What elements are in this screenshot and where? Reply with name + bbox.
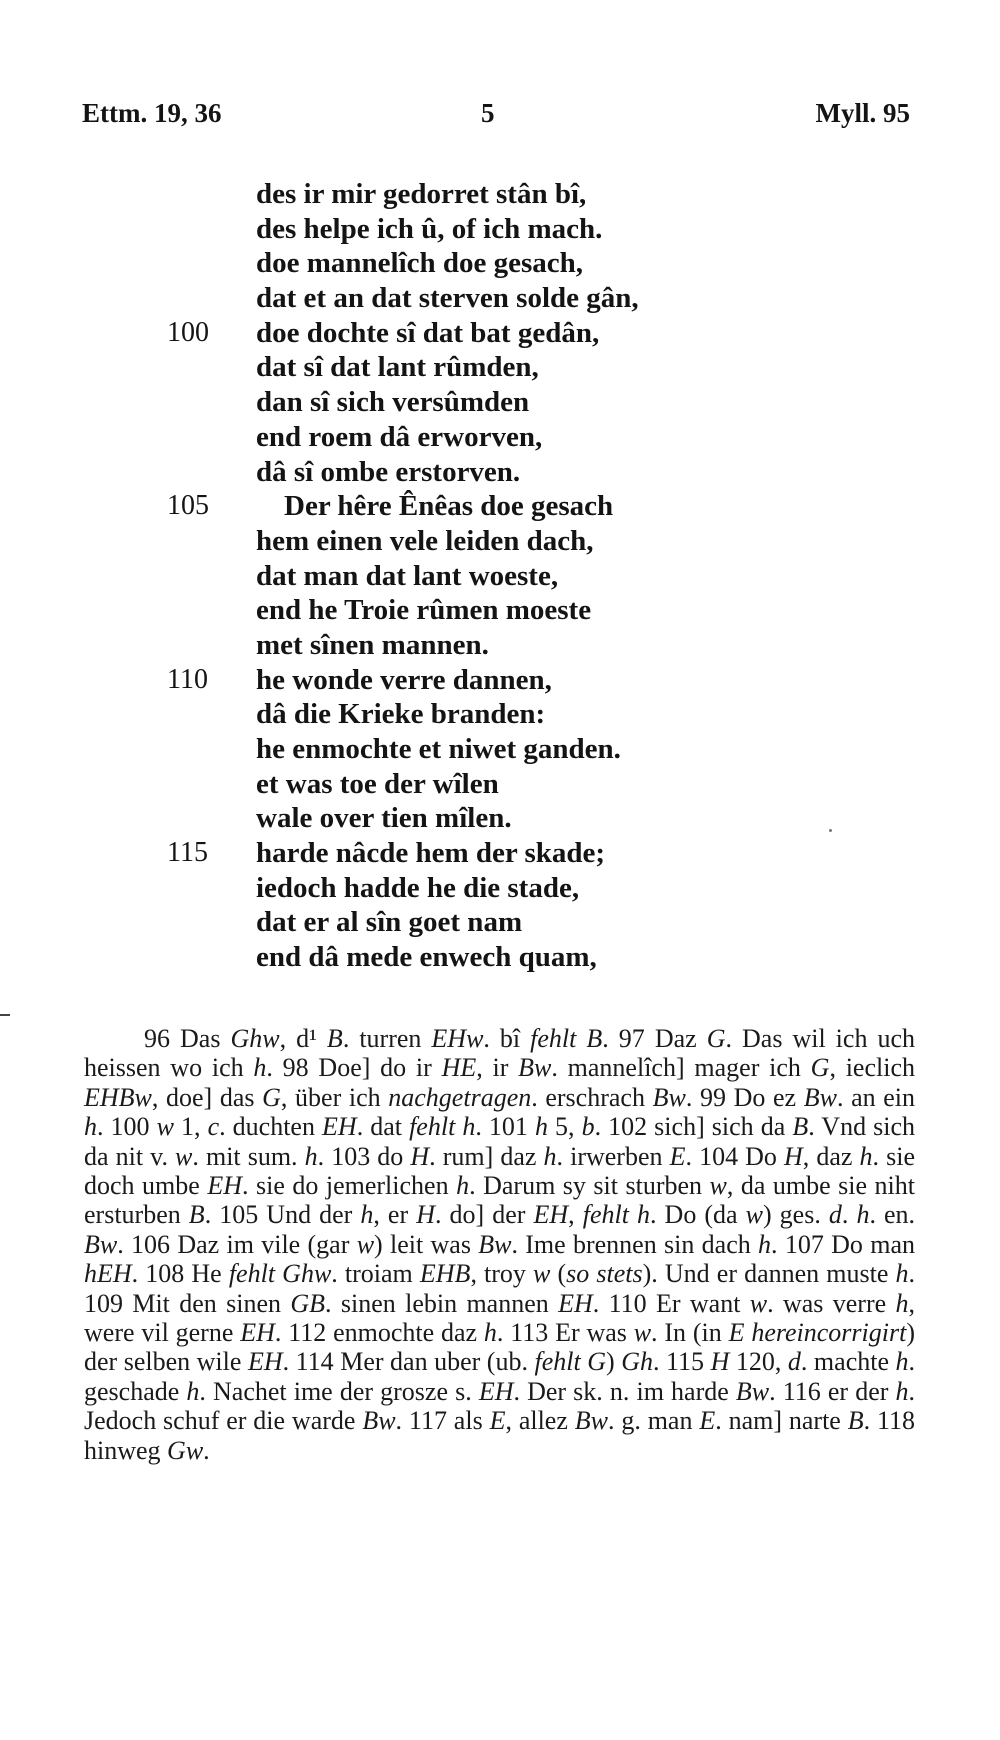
verse-line-text: he enmochte et niwet ganden. [256, 733, 621, 765]
verse-line [0, 663, 1000, 698]
line-number: 110 [167, 663, 208, 695]
page-number: 5 [481, 98, 495, 128]
verse-line [0, 767, 1000, 802]
verse-line-text: dâ die Krieke branden: [256, 698, 546, 731]
verse-line-text: met sînen mannen. [256, 628, 489, 661]
verse-line [0, 246, 1000, 281]
verse-line-text: dat sî dat lant rûmden, [256, 351, 539, 384]
verse-line [0, 455, 1000, 490]
verse-line-text: end he Troie rûmen moeste [256, 594, 592, 627]
verse-line [0, 593, 1000, 628]
header-left-reference: Ettm. 19, 36 [82, 98, 222, 128]
critical-apparatus [84, 1024, 915, 1465]
verse-line [0, 420, 1000, 455]
line-number: 105 [167, 490, 209, 522]
running-header [82, 98, 910, 138]
margin-mark [0, 1014, 10, 1016]
verse-line [0, 524, 1000, 559]
verse-line-text: Der hêre Ênêas doe gesach [284, 490, 614, 523]
verse-line-text: des helpe ich û, of ich mach. [256, 212, 603, 245]
verse-line-text: dat et an dat sterven solde gân, [256, 282, 639, 315]
verse-line [0, 385, 1000, 420]
verse-line [0, 559, 1000, 594]
verse-line [0, 316, 1000, 351]
verse-line [0, 801, 1000, 836]
verse-line [0, 871, 1000, 906]
verse-line [0, 905, 1000, 940]
verse-line-text: doe dochte sî dat bat gedân, [256, 316, 600, 349]
verse-line [0, 281, 1000, 316]
speck-mark [829, 829, 832, 832]
verse-line-text: harde nâcde hem der skade; [256, 837, 606, 870]
verse-line-text: wale over tien mîlen. [256, 802, 512, 835]
verse-line-text: dat man dat lant woeste, [256, 559, 559, 592]
verse-line [0, 489, 1000, 524]
verse-line [0, 177, 1000, 212]
verse-line [0, 628, 1000, 663]
verse-line [0, 940, 1000, 975]
verse-line [0, 836, 1000, 871]
header-right-reference: Myll. 95 [815, 98, 910, 128]
verse-line-text: he wonde verre dannen, [256, 663, 552, 696]
verse-line [0, 350, 1000, 385]
verse-text [0, 177, 1000, 975]
line-number: 115 [167, 837, 208, 869]
line-number: 100 [167, 316, 209, 348]
verse-line [0, 212, 1000, 247]
verse-line-text: doe mannelîch doe gesach, [256, 247, 584, 280]
verse-line-text: end dâ mede enwech quam, [256, 941, 597, 974]
verse-line [0, 732, 1000, 767]
verse-line-text: dat er al sîn goet nam [256, 906, 523, 939]
verse-line-text: dâ sî ombe erstorven. [256, 455, 521, 488]
verse-line-text: des ir mir gedorret stân bî, [256, 178, 587, 210]
apparatus-paragraph: 96 Das Ghw, d¹ B. turren EHw. bî fehlt B. 97 Daz G. Das wil ich uch heissen wo ich h. 98 Doe] do ir HE, ir Bw. mannelîch] mager ich G, ieclich EHBw, doe] das G, über ich nachgetragen. erschrach Bw. 99 Do ez Bw. an ein h. 100 w 1, c. duchten EH. dat fehlt h. 101 h 5, b. 102 sich] sich da B. Vnd sich da nit v. w. mit sum. h. 103 do H. rum] daz h. irwerben E. 104 Do H, daz h. sie doch umbe EH. sie do jemerlichen h. Darum sy sit sturben w, da umbe sie niht ersturben B. 105 Und der h, er H. do] der EH, fehlt h. Do (da w) ges. d. h. en. Bw. 106 Daz im vile (gar w) leit was Bw. Ime brennen sin dach h. 107 Do man hEH. 108 He fehlt Ghw. troiam EHB, troy w (so stets). Und er dannen muste h. 109 Mit den sinen GB. sinen lebin mannen EH. 110 Er want w. was verre h, were vil gerne EH. 112 enmochte daz h. 113 Er was w. In (in E hereincorrigirt) der selben wile EH. 114 Mer dan uber (ub. fehlt G) Gh. 115 H 120, d. machte h. geschade h. Nachet ime der grosze s. EH. Der sk. n. im harde Bw. 116 er der h. Jedoch schuf er die warde Bw. 117 als E, allez Bw. g. man E. nam] narte B. 118 hinweg Gw. [84, 1024, 916, 1465]
verse-line-text: hem einen vele leiden dach, [256, 524, 594, 557]
verse-line-text: iedoch hadde he die stade, [256, 871, 580, 904]
verse-line [0, 697, 1000, 732]
verse-line-text: end roem dâ erworven, [256, 420, 543, 453]
verse-line-text: et was toe der wîlen [256, 767, 499, 800]
verse-line-text: dan sî sich versûmden [256, 386, 530, 419]
